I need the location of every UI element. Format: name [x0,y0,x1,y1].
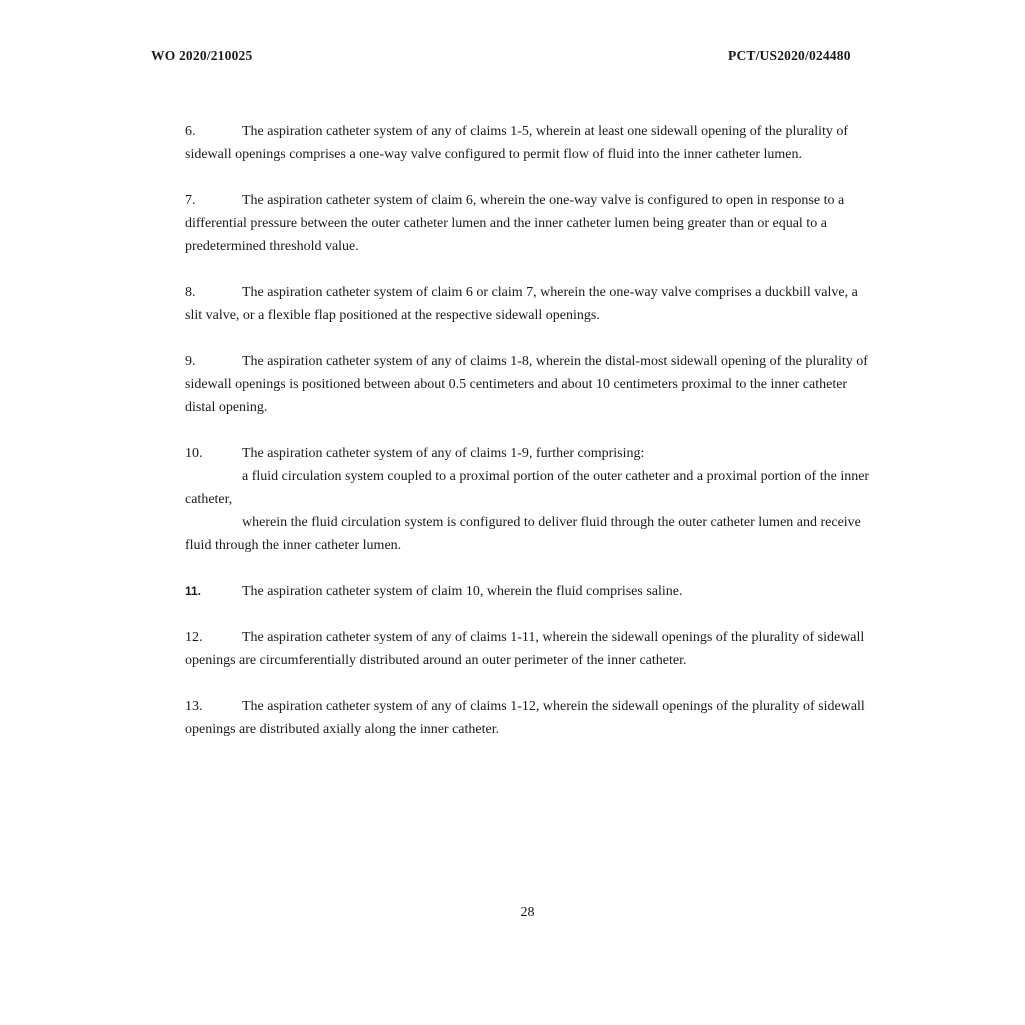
claim-number: 9. [185,354,196,369]
claim-13 [185,695,875,741]
claim-text: The aspiration catheter system of any of claims 1-9, further comprising: [242,446,645,461]
claim-text: The aspiration catheter system of claim 6 or claim 7, wherein the one-way valve comprises a duckbill valve, a slit valve, or a flexible flap positioned at the respective sidewall openings. [185,285,858,323]
claim-12 [185,626,875,672]
claim-subclause: wherein the fluid circulation system is configured to deliver fluid through the outer catheter lumen and receive fluid through the inner catheter lumen. [185,515,861,553]
publication-number: WO 2020/210025 [151,48,253,63]
claim-text: The aspiration catheter system of claim 10, wherein the fluid comprises saline. [242,584,683,599]
page-number: 28 [520,905,535,920]
claims-list [185,120,875,764]
claim-8 [185,281,875,327]
claim-9 [185,350,875,419]
claim-text: The aspiration catheter system of claim 6, wherein the one-way valve is configured to open in response to a differential pressure between the outer catheter lumen and the inner catheter lumen being greater than or equal to a predetermined threshold value. [185,193,845,254]
application-number: PCT/US2020/024480 [728,48,851,63]
claim-number: 7. [185,193,196,208]
claim-number: 10. [185,446,203,461]
claim-subclause: a fluid circulation system coupled to a proximal portion of the outer catheter and a proximal portion of the inner catheter, [185,469,870,507]
claim-number: 13. [185,699,203,714]
claim-text: The aspiration catheter system of any of claims 1-11, wherein the sidewall openings of the plurality of sidewall openings are circumferentially distributed around an outer perimeter of the inner catheter. [185,630,865,668]
claim-text: The aspiration catheter system of any of claims 1-12, wherein the sidewall openings of the plurality of sidewall openings are distributed axially along the inner catheter. [185,699,865,737]
claim-number: 8. [185,285,196,300]
claim-6 [185,120,875,166]
claim-text: The aspiration catheter system of any of claims 1-8, wherein the distal-most sidewall opening of the plurality of sidewall openings is positioned between about 0.5 centimeters and about 10 centimeters proximal to the inner catheter distal opening. [185,354,868,415]
claim-10 [185,442,875,557]
claim-11 [185,580,875,603]
claim-text: The aspiration catheter system of any of claims 1-5, wherein at least one sidewall opening of the plurality of sidewall openings comprises a one-way valve configured to permit flow of fluid into the inner catheter lumen. [185,124,849,162]
claim-7 [185,189,875,258]
claim-number: 12. [185,630,203,645]
claim-number: 6. [185,124,196,139]
claim-number: 11. [185,584,202,598]
